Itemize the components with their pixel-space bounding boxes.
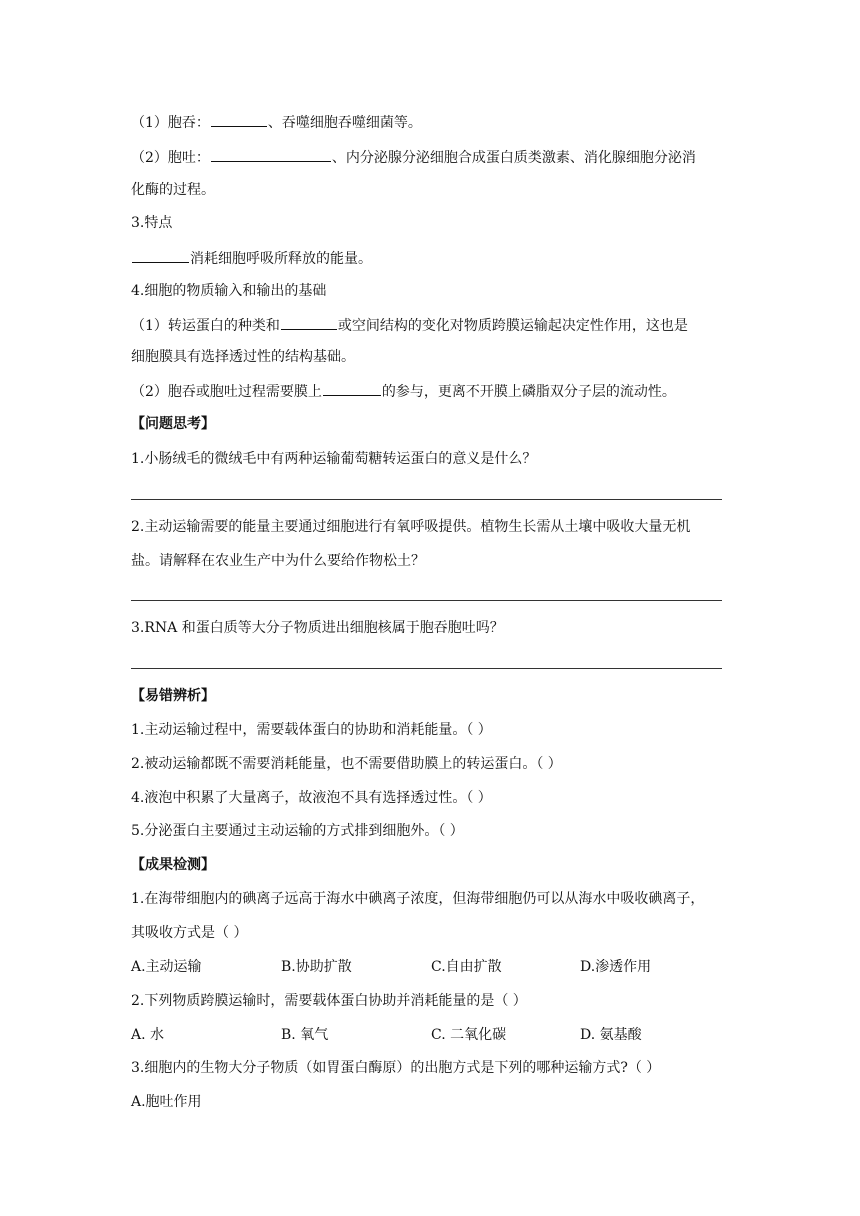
heading-error-analysis: 【易错辨析】 xyxy=(131,688,215,704)
item-basis-1: （1）转运蛋白的种类和 或空间结构的变化对物质跨膜运输起决定性作用，这也是 xyxy=(131,314,688,336)
option-d[interactable]: D. 氨基酸 xyxy=(580,1027,642,1043)
test-question-3: 3.细胞内的生物大分子物质（如胃蛋白酶原）的出胞方式是下列的哪种运输方式?（ ） xyxy=(131,1060,661,1076)
option-a[interactable]: A. 水 xyxy=(131,1027,165,1043)
option-c[interactable]: C.自由扩散 xyxy=(431,959,502,975)
heading-test: 【成果检测】 xyxy=(131,857,215,873)
fill-blank[interactable] xyxy=(211,111,267,127)
fill-blank[interactable] xyxy=(211,146,331,162)
fill-blank[interactable] xyxy=(323,380,381,396)
item-features: 消耗细胞呼吸所释放的能量。 xyxy=(131,247,372,269)
test-question-1: 1.在海带细胞内的碘离子远高于海水中碘离子浓度，但海带细胞仍可以从海水中吸收碘离子， xyxy=(131,891,705,907)
option-d[interactable]: D.渗透作用 xyxy=(580,959,652,975)
option-a[interactable]: A.胞吐作用 xyxy=(131,1094,202,1110)
judgement-2: 2.被动运输都既不需要消耗能量，也不需要借助膜上的转运蛋白。（ ） xyxy=(131,756,562,772)
item-exocytosis-cont: 化酶的过程。 xyxy=(131,182,215,198)
question-1: 1.小肠绒毛的微绒毛中有两种运输葡萄糖转运蛋白的意义是什么？ xyxy=(131,451,537,467)
option-c[interactable]: C. 二氧化碳 xyxy=(431,1027,507,1043)
heading-questions: 【问题思考】 xyxy=(131,416,215,432)
section-title-features: 3.特点 xyxy=(131,215,173,231)
question-3: 3.RNA 和蛋白质等大分子物质进出细胞核属于胞吞胞吐吗？ xyxy=(131,620,504,636)
option-b[interactable]: B. 氧气 xyxy=(281,1027,329,1043)
test-question-2: 2.下列物质跨膜运输时，需要载体蛋白协助并消耗能量的是（ ） xyxy=(131,993,527,1009)
item-exocytosis: （2）胞吐： 、内分泌腺分泌细胞合成蛋白质类激素、消化腺细胞分泌消 xyxy=(131,146,696,168)
item-basis-2: （2）胞吞或胞吐过程需要膜上 的参与，更离不开膜上磷脂双分子层的流动性。 xyxy=(131,380,676,402)
option-b[interactable]: B.协助扩散 xyxy=(281,959,352,975)
judgement-1: 1.主动运输过程中，需要载体蛋白的协助和消耗能量。（ ） xyxy=(131,722,492,738)
answer-line[interactable] xyxy=(131,668,722,669)
item-endocytosis: （1）胞吞： 、吞噬细胞吞噬细菌等。 xyxy=(131,111,422,133)
judgement-5: 5.分泌蛋白主要通过主动运输的方式排到细胞外。（ ） xyxy=(131,823,464,839)
item-basis-1-cont: 细胞膜具有选择透过性的结构基础。 xyxy=(131,349,355,365)
option-a[interactable]: A.主动运输 xyxy=(131,959,202,975)
question-2: 2.主动运输需要的能量主要通过细胞进行有氧呼吸提供。植物生长需从土壤中吸收大量无机 xyxy=(131,519,691,535)
fill-blank[interactable] xyxy=(281,314,337,330)
answer-line[interactable] xyxy=(131,600,722,601)
judgement-4: 4.液泡中积累了大量离子，故液泡不具有选择透过性。（ ） xyxy=(131,790,492,806)
question-2-cont: 盐。请解释在农业生产中为什么要给作物松土？ xyxy=(131,553,425,569)
test-question-1-cont: 其吸收方式是（ ） xyxy=(131,925,248,941)
section-title-basis: 4.细胞的物质输入和输出的基础 xyxy=(131,283,327,299)
fill-blank[interactable] xyxy=(132,247,189,263)
answer-line[interactable] xyxy=(131,499,722,500)
